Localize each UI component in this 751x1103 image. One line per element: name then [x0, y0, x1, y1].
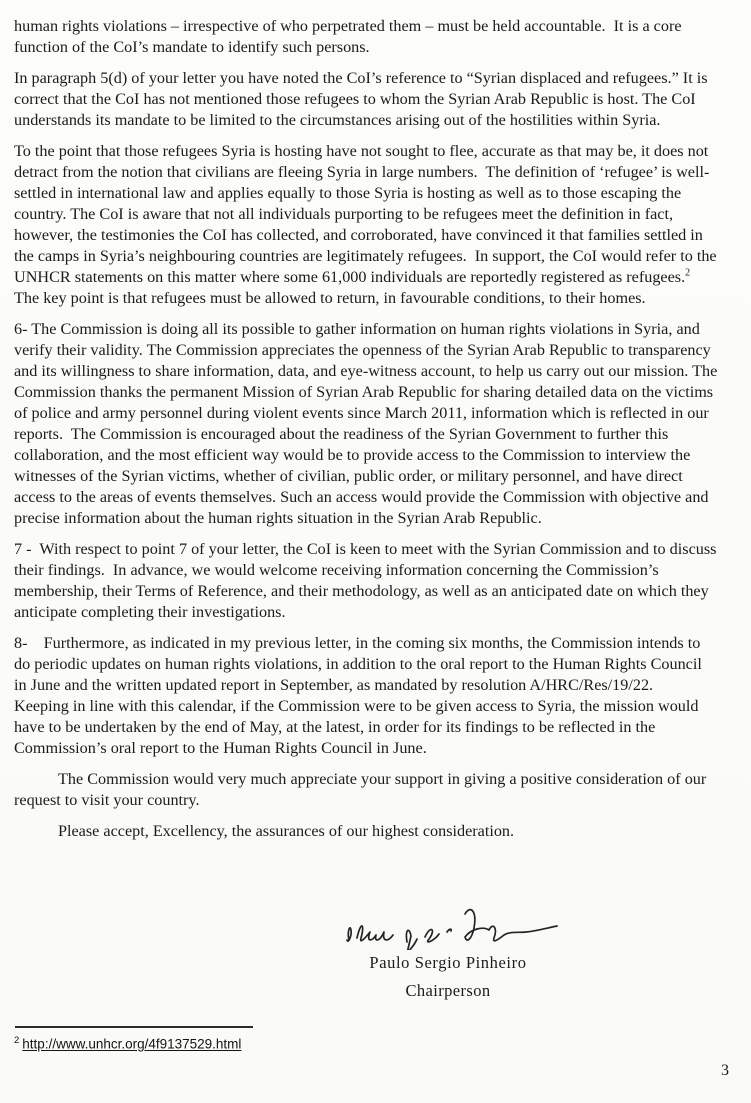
paragraph-refugees-text: To the point that those refugees Syria is hosting have not sought to flee, accurate as that may be, it does not detract from the notion that civilians are fleeing Syria in large numbers. The definition of ‘refugee’ is well-settled in international law and applies equally to those Syria is hosting as well as to those escaping the country. The CoI is aware that not all individuals purporting to be refugees meet the definition in fact, however, the testimonies the CoI has collected, and corroborated, have convinced it that families settled in the camps in Syria’s neighbouring countries are legitimately refugees. In support, the CoI would refer to the UNHCR statements on this matter where some 61,000 individuals are reportedly registered as refugees. — [14, 142, 721, 286]
paragraph-refugees-text-continued: The key point is that refugees must be allowed to return, in favourable conditions, to their homes. — [14, 268, 694, 307]
footnote-separator — [15, 1026, 253, 1028]
paragraph-continuation: human rights violations – irrespective of who perpetrated them – must be held accountable. It is a core function of the CoI’s mandate to identify such persons. — [14, 17, 686, 56]
signature-image — [335, 902, 561, 950]
letter-body — [14, 16, 722, 852]
footnote-2-url-link[interactable]: http://www.unhcr.org/4f9137529.html — [22, 1036, 242, 1052]
paragraph-refugees — [14, 141, 721, 309]
paragraph-closing-request: The Commission would very much appreciate your support in giving a positive consideration of our request to visit your country. — [14, 770, 711, 809]
page-number: 3 — [721, 1062, 729, 1079]
paragraph-item-8: 8- Furthermore, as indicated in my previous letter, in the coming six months, the Commission intends to do periodic updates on human rights violations, in addition to the oral report to the Human Rights Council in June and the written updated report in September, as mandated by resolution A/HRC/Res/19/22. Keeping in line with this calendar, if the Commission were to be given access to Syria, the mission would have to be undertaken by the end of May, at the latest, in order for its findings to be reflected in the Commission’s oral report to the Human Rights Council in June. — [14, 634, 706, 757]
footnote-area — [14, 1026, 614, 1052]
paragraph-5d-response: In paragraph 5(d) of your letter you have noted the CoI’s reference to “Syrian displaced and refugees.” It is correct that the CoI has not mentioned those refugees to whom the Syrian Arab Republic is host. The CoI understands its mandate to be limited to the circumstances arising out of the hostilities within Syria. — [14, 69, 712, 129]
signatory-name: Paulo Sergio Pinheiro — [369, 953, 527, 972]
paragraph-item-7: 7 - With respect to point 7 of your letter, the CoI is keen to meet with the Syrian Commission and to discuss their findings. In advance, we would welcome receiving information concerning the Commission’s membership, their Terms of Reference, and their methodology, as well as an anticipated date on which they anticipate completing their investigations. — [14, 540, 721, 621]
signature-block — [318, 902, 578, 1001]
signatory-title: Chairperson — [405, 981, 491, 1000]
footnote-2-marker: 2 — [14, 1035, 20, 1046]
paragraph-item-6: 6- The Commission is doing all its possible to gather information on human rights violations in Syria, and verify their validity. The Commission appreciates the openness of the Syrian Arab Republic to transparency and its willingness to share information, data, and eye-witness account, to help us carry out our mission. The Commission thanks the permanent Mission of Syrian Arab Republic for sharing detailed data on the victims of police and army personnel during violent events since March 2011, information which is reflected in our reports. The Commission is encouraged about the readiness of the Syrian Government to further this collaboration, and the most efficient way would be to provide access to the Commission to interview the witnesses of the Syrian victims, whether of civilian, public order, or military personnel, and have direct access to the areas of events themselves. Such an access would provide the Commission with objective and precise information about the human rights situation in the Syrian Arab Republic. — [14, 320, 722, 527]
footnote-reference-2: 2 — [685, 267, 691, 279]
paragraph-salutation: Please accept, Excellency, the assurances of our highest consideration. — [58, 822, 515, 840]
footnote-2 — [14, 1035, 614, 1052]
